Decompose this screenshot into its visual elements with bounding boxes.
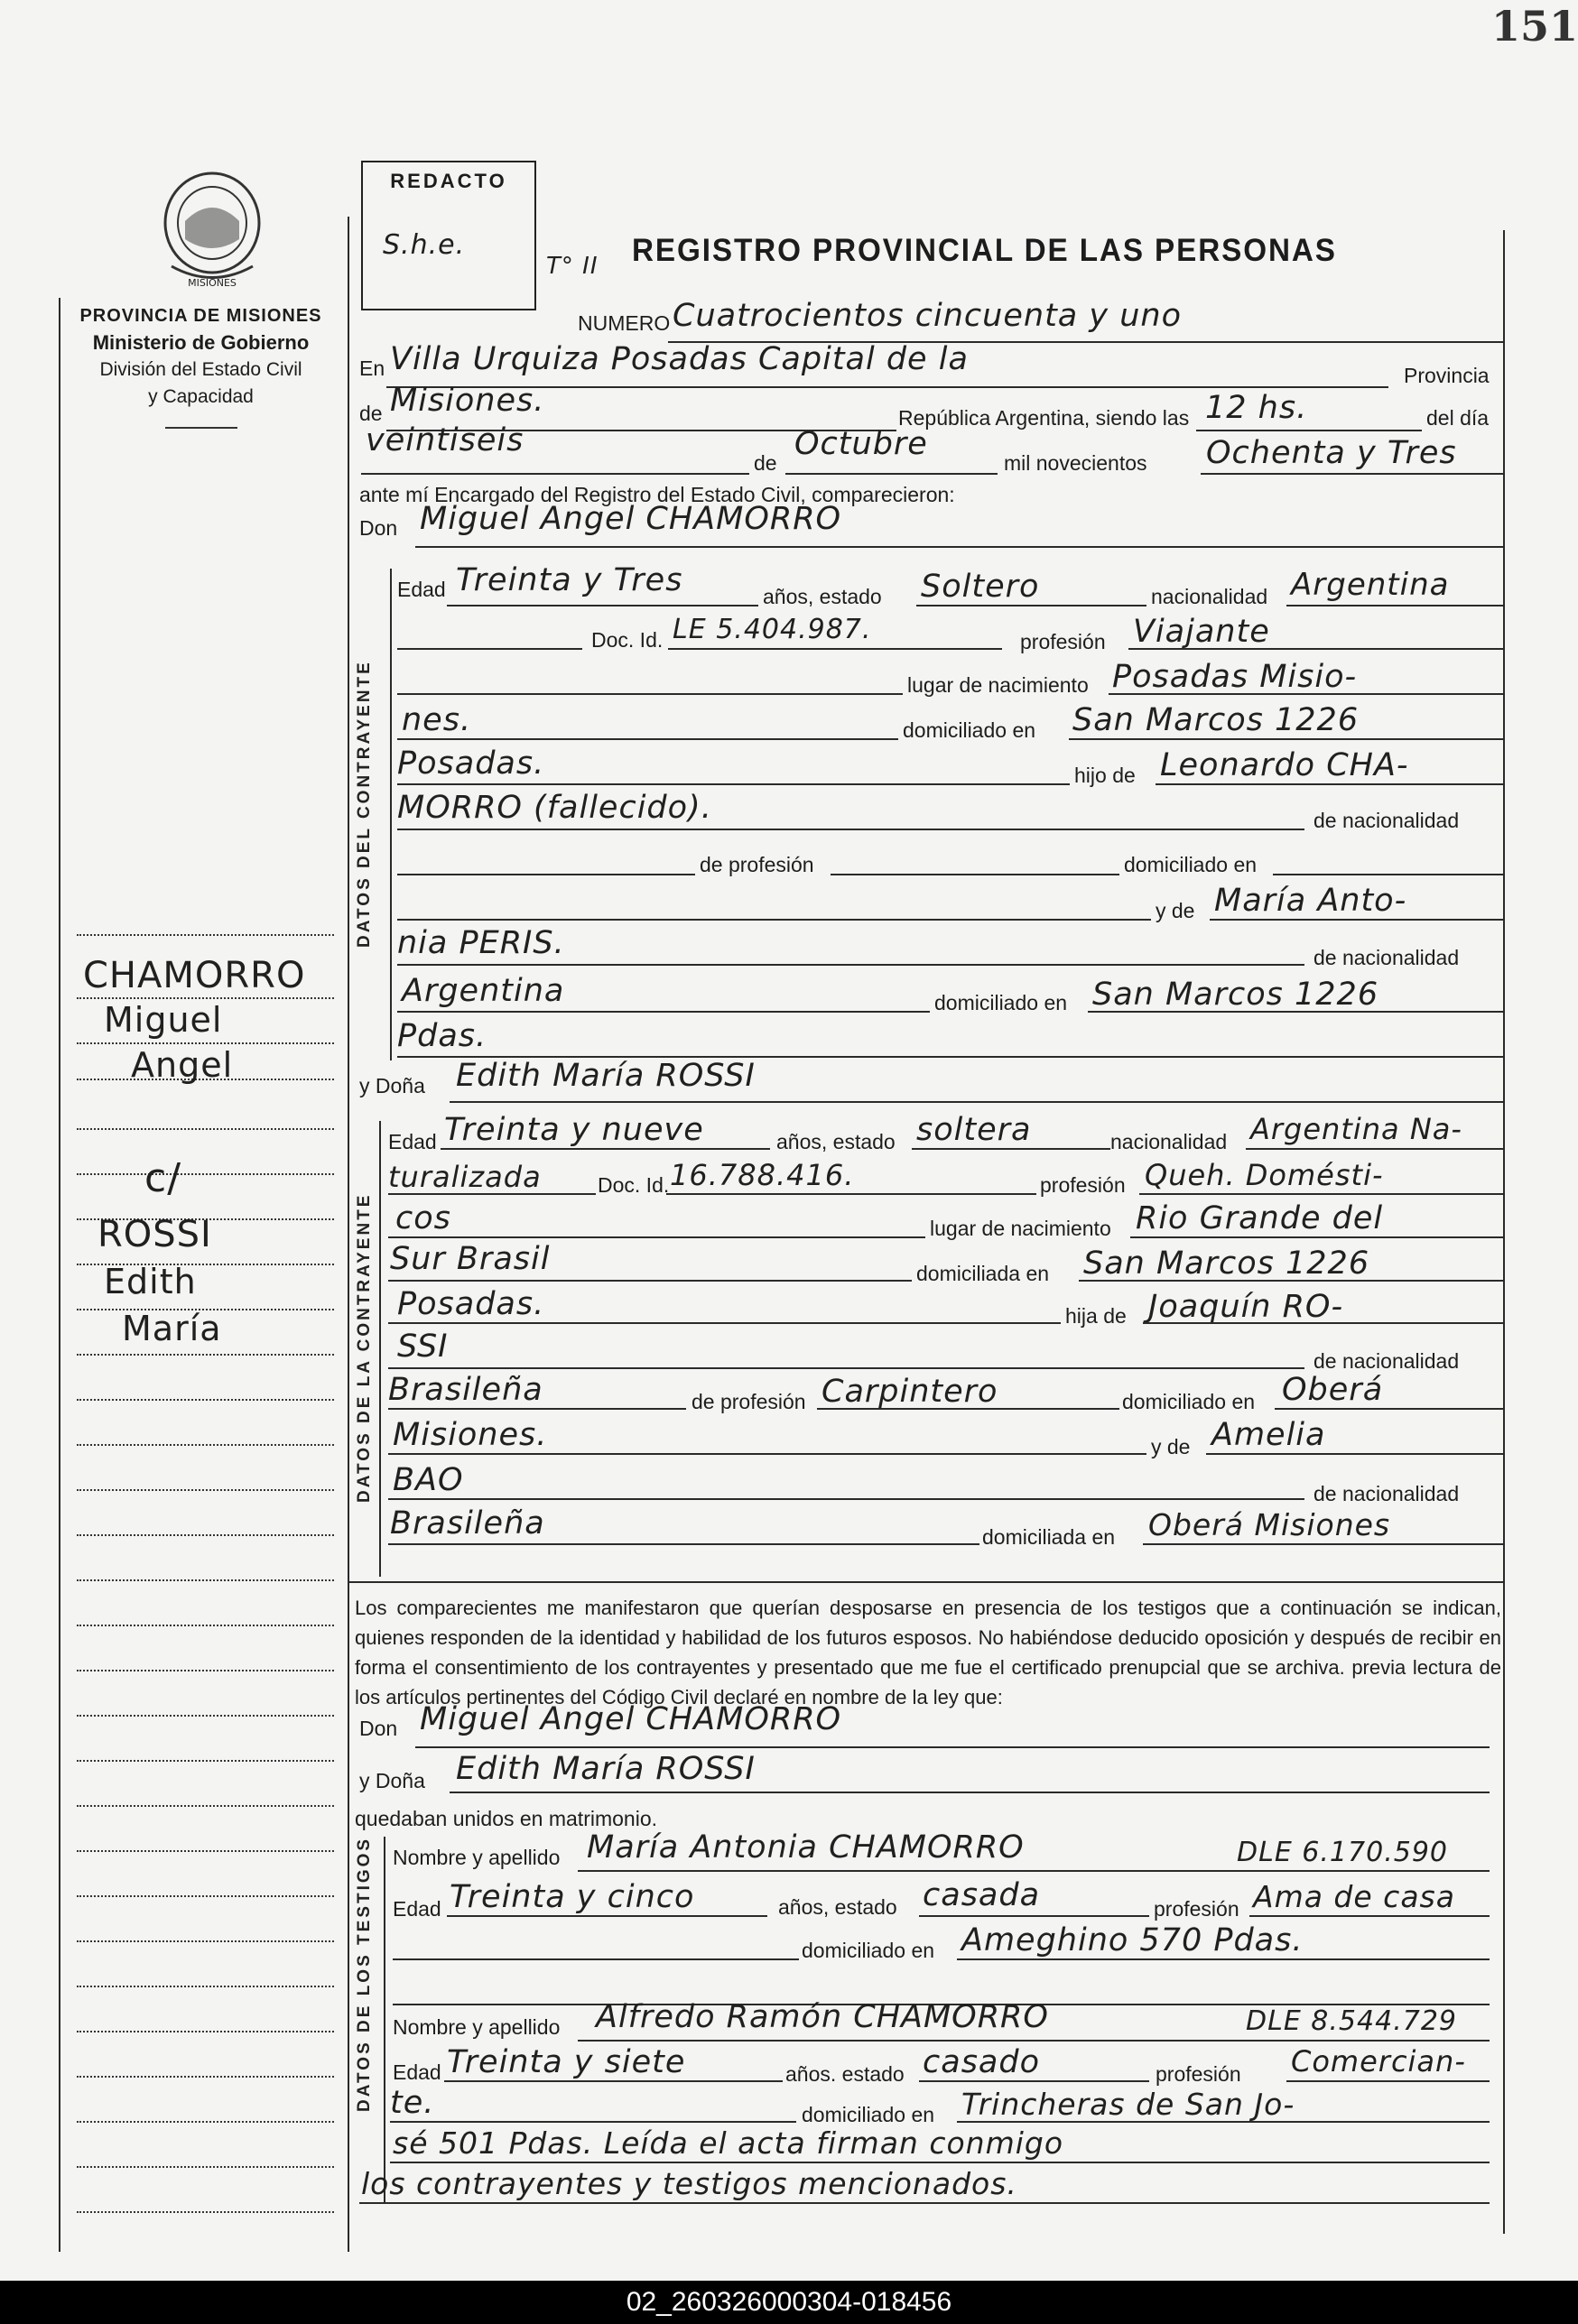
t1-estado-value: casada [923, 1877, 1041, 1913]
e-hija-label: hija de [1065, 1304, 1127, 1328]
c-hijo-label: hijo de [1074, 764, 1136, 787]
e-dom-value: San Marcos 1226 [1083, 1245, 1370, 1282]
e-nac-value: Argentina Na- [1250, 1112, 1462, 1146]
c-yde-label: y de [1156, 899, 1195, 922]
t1-dom-label: domiciliado en [802, 1939, 935, 1962]
division-line: División del Estado Civil [99, 359, 302, 380]
testigos-section-label: DATOS DE LOS TESTIGOS [355, 1836, 374, 2112]
e-lugar-label: lugar de nacimiento [930, 1217, 1111, 1240]
left-header [63, 302, 339, 429]
t1-prof-label: profesión [1154, 1897, 1239, 1921]
c-dom3-label: domiciliado en [934, 991, 1068, 1014]
page-number: 151 [1490, 2, 1578, 51]
e-madre-nac-value: Brasileña [390, 1505, 545, 1542]
numero-label: NUMERO [578, 311, 671, 335]
redacto-label: REDACTO [390, 170, 507, 192]
e-lugar2-value: Sur Brasil [390, 1241, 551, 1277]
e-prof2-value: cos [395, 1200, 451, 1236]
redacto-box [361, 161, 536, 310]
c-dom2-value: Posadas. [397, 745, 545, 782]
anio-value: Ochenta y Tres [1206, 435, 1457, 471]
c-madre-dom-value: San Marcos 1226 [1092, 977, 1379, 1013]
e-madre-dom-value: Oberá Misiones [1148, 1507, 1391, 1542]
t2-nombre-label: Nombre y apellido [393, 2015, 561, 2039]
provincial-seal-icon [153, 167, 271, 293]
e-padre2-value: SSI [397, 1329, 449, 1365]
c-madre-nac-value: Argentina [402, 973, 565, 1009]
t2-prof2-value: te. [390, 2085, 435, 2121]
c-padre2-value: MORRO (fallecido). [397, 790, 712, 826]
e-padre-dom2-value: Misiones. [393, 1417, 548, 1453]
e-madre2-value: BAO [393, 1462, 464, 1498]
t1-doc-value: DLE 6.170.590 [1237, 1837, 1448, 1868]
c-edad-value: Treinta y Tres [456, 562, 683, 598]
contrayenta-section-label: DATOS DE LA CONTRAYENTE [355, 1192, 374, 1503]
e-padre-value: Joaquín RO- [1148, 1289, 1344, 1325]
e-domic-label: domiciliado en [1122, 1390, 1256, 1413]
c-madre-dom2-value: Pdas. [397, 1018, 487, 1054]
c-denac2-label: de nacionalidad [1313, 946, 1460, 969]
province-line: PROVINCIA DE MISIONES [79, 306, 322, 326]
e-padre-prof-value: Carpintero [821, 1374, 998, 1410]
e-madre-value: Amelia [1211, 1417, 1326, 1453]
decl-don-label: Don [359, 1717, 398, 1740]
e-dom2-value: Posadas. [397, 1286, 545, 1322]
margin-note-5: ROSSI [97, 1214, 212, 1255]
e-nac-label: nacionalidad [1110, 1130, 1228, 1153]
dona-label: y Doña [359, 1074, 425, 1097]
dona-value: Edith María ROSSI [456, 1058, 756, 1094]
don-label: Don [359, 516, 398, 540]
c-lugar-value: Posadas Misio- [1112, 659, 1358, 695]
mil-label: mil novecientos [1004, 451, 1147, 475]
ante-label: ante mí Encargado del Registro del Estado Civil, comparecieron: [359, 483, 955, 506]
don-value: Miguel Angel CHAMORRO [420, 501, 842, 537]
de-label: de [359, 402, 383, 425]
c-madre2-value: nia PERIS. [397, 925, 565, 961]
e-denac2-label: de nacionalidad [1313, 1482, 1460, 1505]
t1-edad-value: Treinta y cinco [450, 1879, 695, 1915]
e-edad-value: Treinta y nueve [444, 1112, 704, 1148]
e-dom-label: domiciliada en [916, 1262, 1050, 1285]
c-edad-label: Edad [397, 578, 446, 601]
t2-dom-value: Trincheras de San Jo- [961, 2087, 1295, 2122]
t2-edad-label: Edad [393, 2060, 441, 2084]
t1-prof-value: Ama de casa [1253, 1879, 1455, 1914]
t2-dom2-value: sé 501 Pdas. Leída el acta firman conmigo [393, 2125, 1064, 2161]
e-yde-label: y de [1151, 1435, 1191, 1458]
c-domic-label: domiciliado en [1124, 853, 1258, 876]
contrayente-section-label: DATOS DEL CONTRAYENTE [355, 660, 374, 948]
c-nac-value: Argentina [1291, 567, 1450, 603]
c-prof-value: Viajante [1133, 614, 1270, 650]
declaration-paragraph: Los comparecientes me manifestaron que querían desposarse en presencia de los testigos que a continuación se indican, quienes responden de la identidad y habilidad de los futuros esposos. No habiéndose deducido oposición y después de recibir en forma el consentimiento de los contrayentes y presentado que me fue el certificado prenupcial que se archiva. previa lectura de los artículos pertinentes del Código Civil declaré en nombre de la ley que: [355, 1597, 1501, 1708]
decl-don-value: Miguel Angel CHAMORRO [420, 1701, 842, 1737]
c-doc-label: Doc. Id. [591, 628, 664, 652]
seal-text: MISIONES [188, 277, 237, 289]
t2-doc-value: DLE 8.544.729 [1246, 2005, 1457, 2037]
e-prof-label: profesión [1040, 1173, 1126, 1197]
c-doc-value: LE 5.404.987. [673, 614, 872, 645]
decl-closing: quedaban unidos en matrimonio. [355, 1807, 658, 1830]
c-lugar-label: lugar de nacimiento [907, 673, 1089, 697]
republica-label: República Argentina, siendo las [898, 406, 1190, 430]
decl-dona-label: y Doña [359, 1769, 425, 1792]
decl-dona-value: Edith María ROSSI [456, 1751, 756, 1787]
margin-note-1: CHAMORRO [83, 955, 306, 996]
c-deprof-label: de profesión [700, 853, 814, 876]
e-padre-dom-value: Oberá [1282, 1372, 1384, 1408]
hora-value: 12 hs. [1205, 390, 1308, 426]
t1-nombre-value: María Antonia CHAMORRO [587, 1829, 1025, 1866]
e-lugar-value: Rio Grande del [1136, 1200, 1384, 1236]
e-edad-label: Edad [388, 1130, 437, 1153]
c-denac-label: de nacionalidad [1313, 809, 1460, 832]
e-doc-label: Doc. Id. [598, 1173, 670, 1197]
t1-edad-label: Edad [393, 1897, 441, 1921]
e-nac2-value: turalizada [388, 1160, 542, 1194]
t2-prof-value: Comercian- [1291, 2044, 1466, 2079]
c-dom-value: San Marcos 1226 [1072, 702, 1360, 738]
t1-dom-value: Ameghino 570 Pdas. [961, 1922, 1304, 1958]
tomo: T° II [546, 253, 599, 280]
c-anios-label: años, estado [763, 585, 882, 608]
e-deprof-label: de profesión [692, 1390, 806, 1413]
e-padre-nac-value: Brasileña [388, 1372, 543, 1408]
footer-id: 02_260326000304-018456 [0, 2281, 1578, 2324]
ministry-line: Ministerio de Gobierno [92, 331, 310, 354]
capacity-line: y Capacidad [148, 386, 254, 407]
c-estado-value: Soltero [921, 569, 1040, 605]
t2-prof-label: profesión [1156, 2062, 1241, 2086]
t2-nombre-value: Alfredo Ramón CHAMORRO [596, 1999, 1049, 2035]
t1-nombre-label: Nombre y apellido [393, 1846, 561, 1869]
c-lugar2-value: nes. [402, 702, 472, 738]
c-nac-label: nacionalidad [1151, 585, 1268, 608]
margin-note-7: María [122, 1309, 222, 1348]
margin-note-3: Angel [131, 1045, 234, 1085]
margin-note-2: Miguel [104, 1000, 223, 1040]
c-madre-value: María Anto- [1214, 883, 1407, 919]
c-prof-label: profesión [1020, 630, 1106, 653]
dia-value: veintiseis [366, 422, 524, 458]
de-value: Misiones. [390, 383, 545, 419]
margin-note-6: Edith [104, 1262, 197, 1301]
redacto-value: S.h.e. [383, 229, 466, 261]
e-doc-value: 16.788.416. [670, 1158, 855, 1192]
margin-note-4: c/ [144, 1155, 182, 1201]
e-denac-label: de nacionalidad [1313, 1349, 1460, 1373]
provincia-label: Provincia [1404, 364, 1490, 387]
de2-label: de [754, 451, 777, 475]
numero-value: Cuatrocientos cincuenta y uno [673, 298, 1182, 334]
page-title: REGISTRO PROVINCIAL DE LAS PERSONAS [632, 233, 1337, 268]
en-label: En [359, 356, 385, 380]
mes-value: Octubre [794, 426, 928, 462]
t1-anios-label: años, estado [778, 1895, 897, 1919]
c-dom-label: domiciliado en [903, 718, 1036, 742]
e-dom3-label: domiciliada en [982, 1525, 1116, 1549]
t2-dom3-value: los contrayentes y testigos mencionados. [361, 2166, 1017, 2201]
e-estado-value: soltera [916, 1112, 1032, 1148]
t2-edad-value: Treinta y siete [447, 2044, 686, 2080]
c-padre-value: Leonardo CHA- [1160, 747, 1409, 783]
del-dia-label: del día [1426, 406, 1490, 430]
en-value: Villa Urquiza Posadas Capital de la [390, 341, 969, 377]
t2-estado-value: casado [923, 2044, 1041, 2080]
t2-anios-label: años. estado [785, 2062, 905, 2086]
e-prof-value: Queh. Domésti- [1145, 1158, 1384, 1192]
e-anios-label: años, estado [776, 1130, 896, 1153]
t2-dom-label: domiciliado en [802, 2103, 935, 2126]
